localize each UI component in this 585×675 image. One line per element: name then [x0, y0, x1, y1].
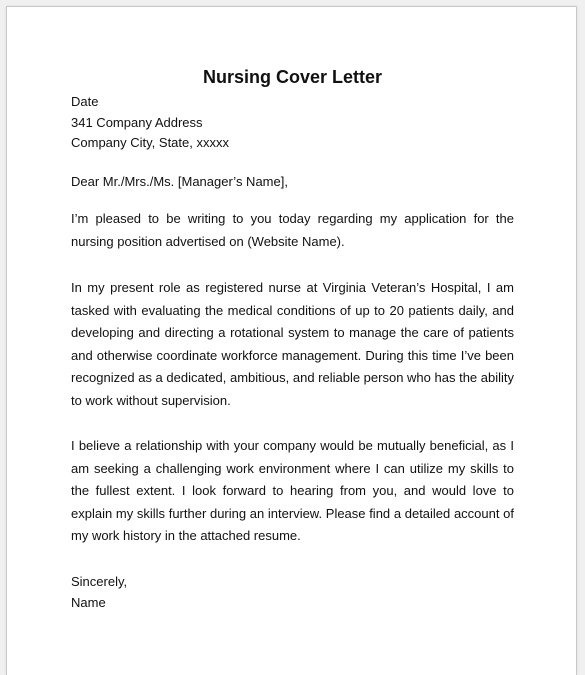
address-street: 341 Company Address: [71, 114, 203, 130]
paragraph-closing: I believe a relationship with your company would be mutually beneficial, as I am seeking a challenging work environment where I can utilize my skills to the fullest extent. I look forward to hearing from you, and would love to explain my skills further during an interview. Please find a detailed account of my work history in the attached resume.: [71, 438, 514, 543]
closing: Sincerely,: [71, 574, 128, 589]
salutation: Dear Mr./Mrs./Ms. [Manager’s Name],: [71, 174, 288, 189]
salutation-block: [71, 172, 514, 193]
document-title: Nursing Cover Letter: [202, 67, 383, 87]
paragraph-intro: I’m pleased to be writing to you today regarding my application for the nursing position advertised on (Website Name).: [71, 211, 514, 249]
signature-name: Name: [71, 594, 106, 610]
document-page: [6, 6, 577, 675]
address-city: Company City, State, xxxxx: [71, 135, 229, 150]
address-date: Date: [71, 94, 99, 109]
sender-address-block: [71, 92, 514, 154]
signature-block: [71, 572, 514, 613]
paragraph-experience: In my present role as registered nurse at Virginia Veteran’s Hospital, I am tasked with evaluating the medical conditions of up to 20 patients daily, and developing and directing a rotational system to manage the care of patients and otherwise coordinate workforce management. During this time I’ve been recognized as a dedicated, ambitious, and reliable person who has the ability to work without supervision.: [71, 280, 514, 408]
